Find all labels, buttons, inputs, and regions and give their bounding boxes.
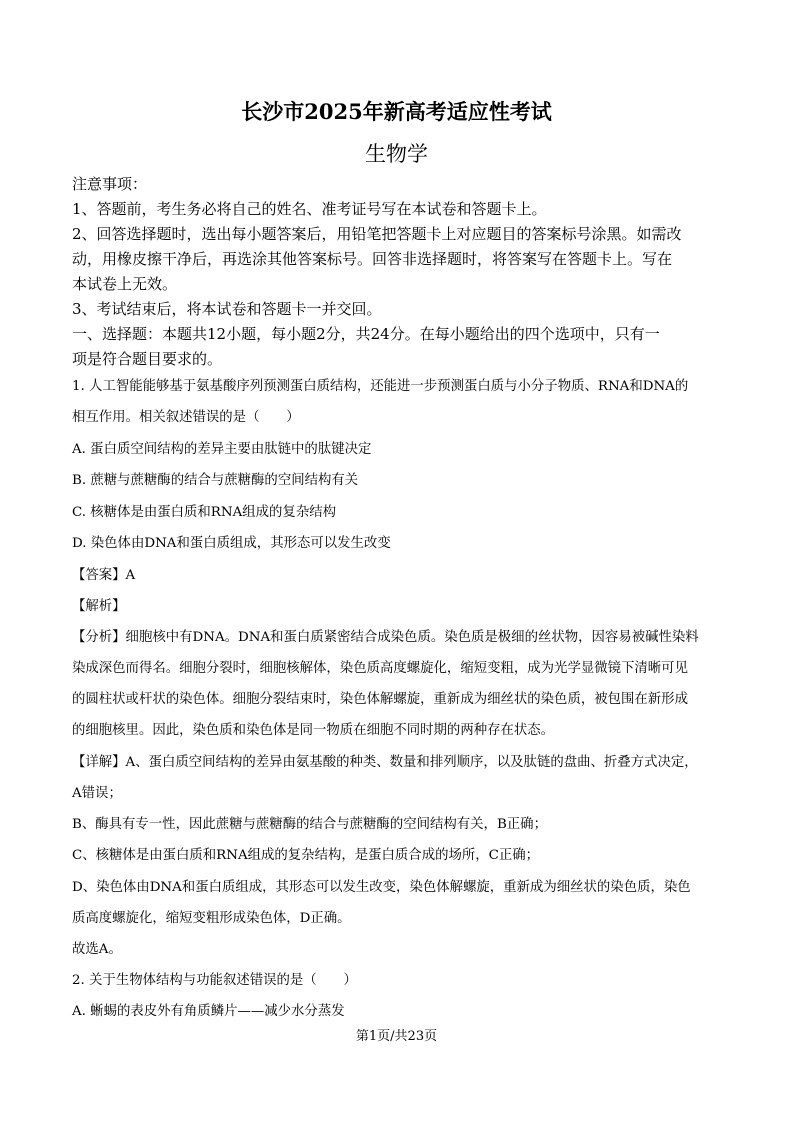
- notes-heading: 注意事项：: [72, 175, 148, 193]
- q1-analysis-line-1: 【分析】细胞核中有DNA。DNA和蛋白质紧密结合成染色质。染色质是极细的丝状物，因容易被碱性染料: [72, 630, 699, 645]
- note-line-4: 本试卷上无效。: [72, 275, 178, 293]
- q1-analysis-line-3: 的圆柱状或杆状的染色体。细胞分裂结束时，染色体解螺旋，重新成为细丝状的染色质，被包围在新形成: [72, 692, 688, 707]
- q1-stem-line-1: 1. 人工智能能够基于氨基酸序列预测蛋白质结构，还能进一步预测蛋白质与小分子物质、RNA和DNA的: [72, 379, 689, 394]
- q1-stem-line-2: 相互作用。相关叙述错误的是（ ）: [72, 410, 300, 425]
- q1-answer: 【答案】A: [72, 568, 136, 583]
- q1-analysis-line-2: 染成深色而得名。细胞分裂时，细胞核解体，染色质高度螺旋化，缩短变粗，成为光学显微镜下清晰可见: [72, 661, 688, 676]
- q2-stem: 2. 关于生物体结构与功能叙述错误的是（ ）: [72, 973, 357, 988]
- q1-detail-line-6: 质高度螺旋化，缩短变粗形成染色体，D正确。: [72, 911, 351, 926]
- q1-detail-line-7: 故选A。: [72, 942, 122, 957]
- q1-option-a: A. 蛋白质空间结构的差异主要由肽链中的肽键决定: [72, 442, 372, 457]
- q1-detail-line-3: B、酶具有专一性，因此蔗糖与蔗糖酶的结合与蔗糖酶的空间结构有关，B正确；: [72, 817, 547, 832]
- q1-option-c: C. 核糖体是由蛋白质和RNA组成的复杂结构: [72, 505, 336, 520]
- note-line-3: 动，用橡皮擦干净后，再选涂其他答案标号。回答非选择题时，将答案写在答题卡上。写在: [72, 250, 673, 268]
- q1-analysis-heading: 【解析】: [72, 599, 126, 614]
- q1-detail-line-1: 【详解】A、蛋白质空间结构的差异由氨基酸的种类、数量和排列顺序，以及肽链的盘曲、折叠方式决定，: [72, 755, 698, 770]
- q1-analysis-line-4: 的细胞核里。因此，染色质和染色体是同一物质在细胞不同时期的两种存在状态。: [72, 723, 555, 738]
- section-heading-line-1: 一、选择题：本题共12小题，每小题2分，共24分。在每小题给出的四个选项中，只有一: [72, 325, 660, 343]
- q1-option-b: B. 蔗糖与蔗糖酶的结合与蔗糖酶的空间结构有关: [72, 473, 359, 488]
- section-heading-line-2: 项是符合题目要求的。: [72, 350, 223, 368]
- q1-detail-line-5: D、染色体由DNA和蛋白质组成，其形态可以发生改变，染色体解螺旋，重新成为细丝状的染色质，染色: [72, 880, 691, 895]
- q2-option-a: A. 蜥蜴的表皮外有角质鳞片——减少水分蒸发: [72, 1004, 345, 1019]
- q1-detail-line-4: C、核糖体是由蛋白质和RNA组成的复杂结构，是蛋白质合成的场所，C正确；: [72, 848, 540, 863]
- note-line-1: 1、答题前，考生务必将自己的姓名、准考证号写在本试卷和答题卡上。: [72, 200, 547, 218]
- subject-title: 生物学: [365, 142, 428, 166]
- exam-title: 长沙市2025年新高考适应性考试: [241, 99, 552, 124]
- note-line-2: 2、回答选择题时，选出每小题答案后，用铅笔把答题卡上对应题目的答案标号涂黑。如需改: [72, 225, 682, 243]
- q1-option-d: D. 染色体由DNA和蛋白质组成，其形态可以发生改变: [72, 536, 391, 551]
- note-line-5: 3、考试结束后，将本试卷和答题卡一并交回。: [72, 300, 382, 318]
- q1-detail-line-2: A错误；: [72, 786, 122, 801]
- page-footer: 第1页/共23页: [355, 1029, 438, 1044]
